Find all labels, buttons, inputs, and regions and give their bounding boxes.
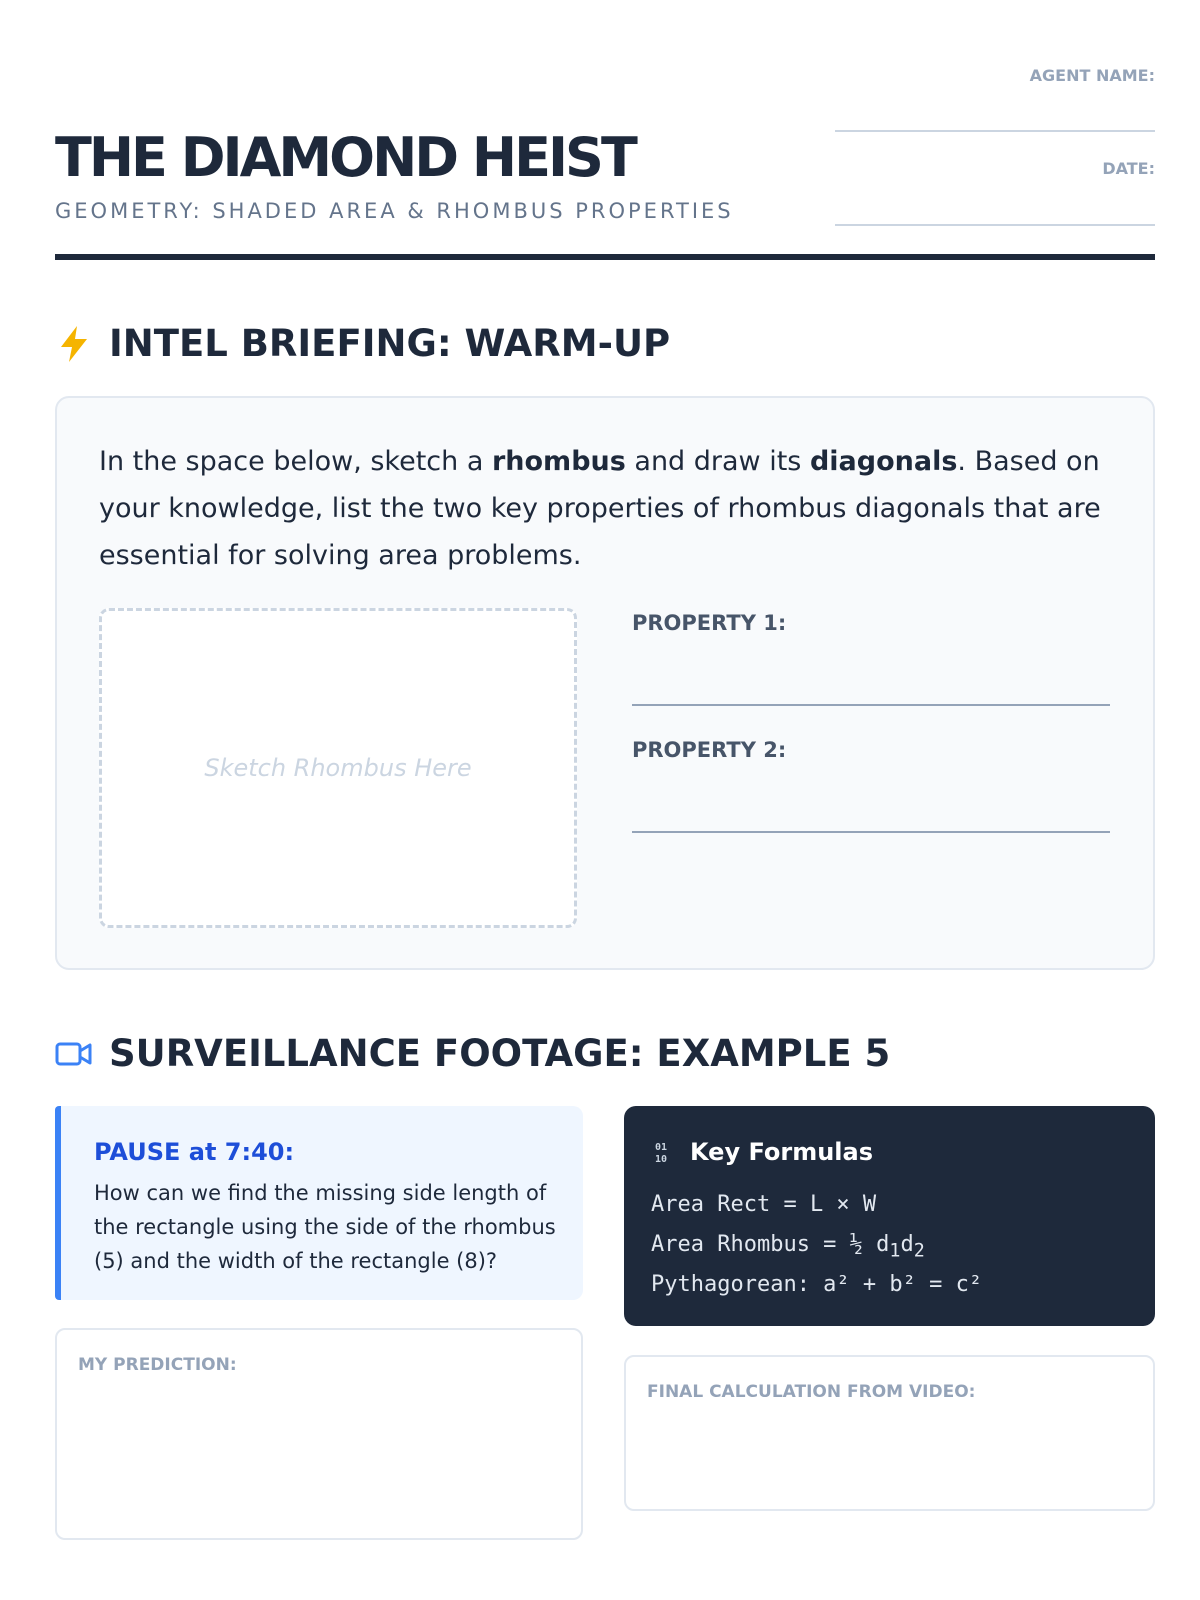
pause-question: How can we find the missing side length of the rectangle using the side of the rhombus (5) and the width of the rectangle (8)?	[94, 1181, 556, 1273]
pause-title: PAUSE at 7:40:	[94, 1138, 295, 1166]
property-1-field[interactable]	[632, 704, 1110, 706]
intel-instructions	[99, 438, 1109, 579]
date-field[interactable]	[835, 224, 1155, 226]
header-divider	[55, 254, 1155, 260]
sketch-area[interactable]	[99, 608, 577, 928]
intel-heading-text: INTEL BRIEFING: WARM-UP	[109, 322, 671, 365]
intel-briefing-heading	[55, 322, 670, 365]
formula-subscript: 1	[889, 1240, 901, 1262]
key-formulas-box	[624, 1106, 1155, 1326]
instructions-text: and draw its	[625, 446, 810, 477]
video-camera-icon	[55, 1035, 93, 1073]
property-2-label: PROPERTY 2:	[632, 738, 787, 762]
instructions-bold-diagonals: diagonals	[809, 446, 958, 477]
instructions-bold-rhombus: rhombus	[491, 446, 626, 477]
date-label: DATE:	[1102, 159, 1155, 178]
formula-text: d	[900, 1232, 914, 1257]
instructions-text: In the space below, sketch a	[99, 446, 492, 477]
lightning-bolt-icon	[55, 325, 93, 363]
sketch-hint: Sketch Rhombus Here	[204, 754, 472, 782]
prediction-label: MY PREDICTION:	[78, 1355, 237, 1375]
agent-name-field[interactable]	[835, 130, 1155, 132]
formula-subscript: 2	[913, 1240, 925, 1262]
surveillance-heading	[55, 1032, 890, 1075]
worksheet-header	[55, 0, 1155, 264]
binary-icon	[654, 1140, 676, 1164]
formula-pythagorean: Pythagorean: a² + b² = c²	[651, 1272, 983, 1297]
worksheet-subtitle: GEOMETRY: SHADED AREA & RHOMBUS PROPERTIES	[55, 199, 734, 223]
pause-callout	[55, 1106, 583, 1300]
final-calculation-box[interactable]	[624, 1355, 1155, 1511]
instructions-text: . Based on your knowledge, list the two key properties of rhombus diagonals that are essential for solving area problems.	[99, 446, 1101, 571]
key-formulas-header	[654, 1138, 873, 1166]
property-2-field[interactable]	[632, 831, 1110, 833]
intel-card	[55, 396, 1155, 970]
svg-text:10: 10	[655, 1154, 668, 1164]
property-1-label: PROPERTY 1:	[632, 611, 787, 635]
prediction-box[interactable]	[55, 1328, 583, 1540]
formula-text: Area Rhombus = ½ d	[651, 1232, 890, 1257]
formula-rect-area: Area Rect = L × W	[651, 1192, 877, 1217]
surveillance-heading-text: SURVEILLANCE FOOTAGE: EXAMPLE 5	[109, 1032, 891, 1075]
key-formulas-title: Key Formulas	[690, 1138, 873, 1166]
final-calculation-label: FINAL CALCULATION FROM VIDEO:	[647, 1382, 976, 1402]
agent-name-label: AGENT NAME:	[1029, 66, 1155, 85]
formula-rhombus-area	[651, 1232, 925, 1261]
worksheet-page	[55, 0, 1155, 1402]
svg-text:01: 01	[655, 1142, 668, 1153]
worksheet-title: THE DIAMOND HEIST	[55, 126, 635, 189]
